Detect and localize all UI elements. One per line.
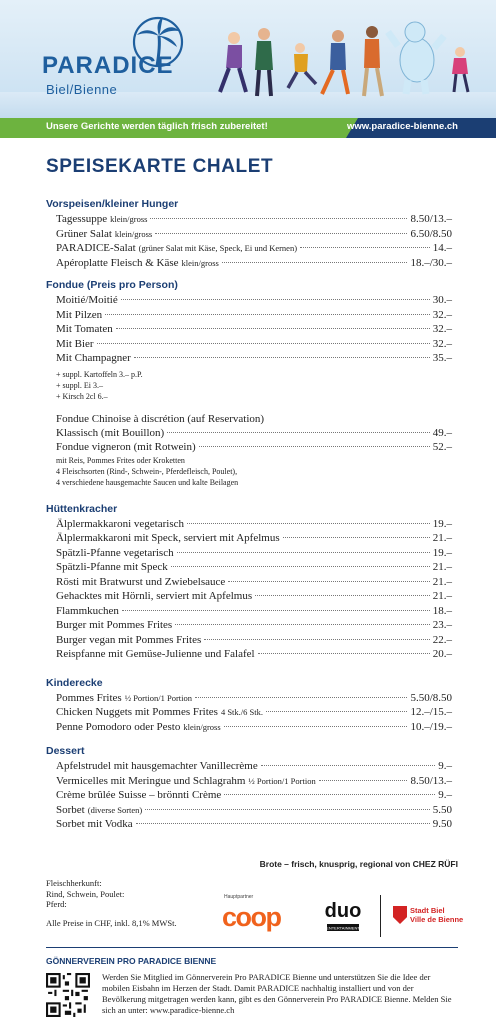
duo-logo-text: duo [325, 900, 361, 922]
goennerverein-text [102, 972, 458, 1016]
supplement-note: + Kirsch 2cl 6.– [56, 391, 108, 401]
item-name: Apfelstrudel mit hausgemachter Vanillecrème [56, 760, 258, 772]
item-price: 22.– [432, 633, 452, 646]
dot-leader [300, 247, 430, 248]
item-name: Burger vegan mit Pommes Frites [56, 633, 202, 646]
biel-line-1: Stadt Biel [410, 906, 445, 915]
dot-leader [261, 765, 436, 766]
item-name: Mit Tomaten [56, 323, 113, 335]
skater-4 [322, 30, 348, 94]
menu-item [46, 351, 452, 366]
prices-note: Alle Preise in CHF, inkl. 8,1% MWSt. [46, 918, 177, 928]
slogan-text: Unsere Gerichte werden täglich frisch zubereitet! [46, 121, 268, 132]
supplement-note: + suppl. Ei 3.– [56, 380, 103, 390]
item-qualifier: klein/gross [183, 721, 221, 732]
goennerverein-cta[interactable]: Melden Sie sich an unter: www.paradice-bienne.ch [102, 994, 452, 1015]
skater-2 [255, 28, 273, 96]
menu-item [46, 440, 452, 455]
menu-item [46, 720, 452, 735]
menu-item [46, 774, 452, 789]
item-qualifier: klein/gross [114, 228, 153, 239]
menu-item [46, 759, 452, 774]
item-price: 9.– [438, 789, 452, 801]
skater-3 [288, 43, 316, 88]
item-price: 32.– [432, 308, 452, 321]
menu-item [46, 633, 452, 648]
item-name: Spätzli-Pfanne mit Speck [56, 561, 168, 573]
dot-leader [175, 624, 430, 625]
skaters-illustration [212, 10, 492, 110]
header [0, 0, 496, 118]
item-name: Klassisch (mit Bouillon) [56, 426, 165, 439]
meat-origin [46, 878, 124, 910]
item-name: Mit Champagner [56, 352, 131, 364]
stadt-biel-logo [393, 906, 463, 930]
item-name: Tagessuppe [56, 213, 108, 225]
dot-leader [136, 823, 430, 824]
website-link[interactable]: www.paradice-bienne.ch [346, 121, 458, 132]
goennerverein-title: GÖNNERVEREIN PRO PARADICE BIENNE [46, 956, 217, 966]
section-title: Kinderecke [46, 676, 103, 689]
menu-item [46, 256, 452, 271]
dot-leader [177, 552, 430, 553]
fondue-description: mit Reis, Pommes Frites oder Kroketten [56, 455, 185, 465]
skater-1 [220, 32, 246, 92]
item-name: Penne Pomodoro oder Pesto [56, 720, 181, 733]
bread-note: Brote – frisch, knusprig, regional von CHEZ RÜFI [259, 859, 458, 869]
dot-leader [199, 446, 430, 447]
item-name: Sorbet mit Vodka [56, 818, 133, 830]
dot-leader [167, 432, 430, 433]
item-name: Reispfanne mit Gemüse-Julienne und Falafel [56, 648, 255, 660]
item-price: 30.– [432, 294, 452, 306]
menu-item [46, 691, 452, 706]
item-price: 21.– [432, 575, 452, 588]
fondue-chinoise-heading: Fondue Chinoise à discrétion (auf Reservation) [56, 412, 265, 425]
item-name: Grüner Salat [56, 227, 112, 240]
item-qualifier: klein/gross [181, 257, 219, 268]
origin-line: Rind, Schwein, Poulet: [46, 888, 125, 899]
item-price: 12.–/15.– [410, 706, 452, 718]
dot-leader [195, 697, 407, 698]
item-name: Moitié/Moitié [56, 294, 118, 306]
item-name: Mit Bier [56, 337, 94, 350]
biel-shield-icon [393, 906, 407, 924]
section-vorspeisen [46, 197, 452, 270]
item-name: Apéroplatte Fleisch & Käse [56, 256, 179, 269]
dot-leader [122, 610, 430, 611]
item-qualifier: ½ Portion/1 Portion [124, 692, 193, 703]
biel-line-2: Ville de Bienne [410, 915, 464, 924]
item-price: 5.50/8.50 [410, 691, 452, 704]
menu-item [46, 589, 452, 604]
item-price: 52.– [432, 441, 452, 453]
dot-leader [222, 262, 408, 263]
item-name: Älplermakkaroni mit Speck, serviert mit Apfelmus [56, 532, 280, 544]
item-price: 32.– [432, 337, 452, 350]
polar-bear-mascot [388, 22, 444, 94]
item-price: 8.50/13.– [410, 774, 452, 787]
duo-entertainment-logo [325, 897, 361, 935]
item-name: Sorbet [56, 803, 85, 816]
paradice-logo[interactable] [42, 16, 192, 96]
section-kinderecke [46, 676, 452, 735]
section-fondue [46, 278, 452, 488]
item-name: Mit Pilzen [56, 308, 103, 321]
menu-item [46, 546, 452, 561]
section-title: Fondue (Preis pro Person) [46, 279, 178, 291]
section-huettenkracher [46, 502, 452, 662]
item-price: 19.– [432, 546, 452, 559]
menu-item [46, 575, 452, 590]
dot-leader [171, 566, 430, 567]
menu-item [46, 322, 452, 337]
coop-logo: coop [222, 902, 281, 932]
item-price: 35.– [432, 352, 452, 364]
partner-label: Hauptpartner [224, 894, 254, 900]
duo-logo-subtext: ENTERTAINMENT [326, 925, 360, 931]
logo-city: Biel/Bienne [46, 82, 118, 97]
item-name: Älplermakkaroni vegetarisch [56, 517, 184, 530]
menu-item [46, 293, 452, 308]
dot-leader [150, 218, 407, 219]
item-price: 9.– [438, 760, 452, 772]
item-name: Vermicelles mit Meringue und Schlagrahm [56, 774, 246, 787]
menu-item [46, 560, 452, 575]
item-name: Chicken Nuggets mit Pommes Frites [56, 706, 218, 718]
item-price: 18.–/30.– [410, 256, 452, 269]
menu-item [46, 531, 452, 546]
menu-item [46, 227, 452, 242]
menu-item [46, 517, 452, 532]
menu-item [46, 803, 452, 818]
section-title: Dessert [46, 745, 85, 757]
footer-divider [46, 947, 458, 948]
item-name: Rösti mit Bratwurst und Zwiebelsauce [56, 575, 226, 588]
menu-item [46, 817, 452, 832]
menu-list [46, 197, 452, 832]
section-title: Hüttenkracher [46, 502, 118, 515]
item-price: 9.50 [432, 818, 452, 830]
dot-leader [121, 299, 430, 300]
page-title: SPEISEKARTE CHALET [46, 156, 274, 177]
slogan-banner [0, 118, 496, 138]
logo-wordmark: PARADICE [42, 52, 174, 79]
item-price: 18.– [432, 604, 452, 617]
section-title: Vorspeisen/kleiner Hunger [46, 198, 179, 210]
dot-leader [134, 357, 430, 358]
goennerverein-body: Werden Sie Mitglied im Gönnerverein Pro PARADICE Bienne und unterstützen Sie die Idee der mobilen Eisbahn im Herzen der Stadt. Damit PARADICE nachhaltig installiert und von der Bevölkerung mitgetragen werden kann, gibt es den Gönnerverein Pro PARADICE Bienne. [102, 972, 431, 1004]
item-price: 32.– [432, 323, 452, 335]
item-name: PARADICE-Salat [56, 242, 136, 254]
menu-item [46, 647, 452, 662]
menu-item [46, 604, 452, 619]
dot-leader [155, 233, 407, 234]
logo-divider [380, 895, 381, 937]
item-price: 21.– [432, 590, 452, 602]
item-price: 23.– [432, 619, 452, 631]
skater-5 [364, 26, 382, 96]
section-dessert [46, 744, 452, 832]
dot-leader [187, 523, 430, 524]
dot-leader [266, 711, 407, 712]
qr-code-icon[interactable] [46, 973, 90, 1017]
item-price: 5.50 [432, 803, 452, 816]
item-price: 10.–/19.– [410, 720, 452, 733]
item-qualifier: ½ Portion/1 Portion [248, 775, 316, 786]
item-price: 49.– [432, 426, 452, 439]
skater-6 [452, 47, 468, 92]
origin-line: Fleischherkunft: [46, 878, 102, 888]
dot-leader [258, 653, 430, 654]
menu-item [46, 308, 452, 323]
dot-leader [283, 537, 430, 538]
menu-item [46, 241, 452, 256]
item-qualifier: 4 Stk./6 Stk. [220, 707, 263, 717]
fondue-description: 4 verschiedene hausgemachte Saucen und kalte Beilagen [56, 477, 239, 487]
fondue-description: 4 Fleischsorten (Rind-, Schwein-, Pferdefleisch, Poulet), [56, 466, 238, 476]
menu-item [46, 705, 452, 720]
menu-item [46, 788, 452, 803]
item-price: 19.– [432, 517, 452, 530]
dot-leader [319, 780, 408, 781]
dot-leader [224, 726, 408, 727]
menu-item [46, 337, 452, 352]
item-price: 8.50/13.– [410, 213, 452, 225]
menu-item [46, 426, 452, 441]
dot-leader [116, 328, 430, 329]
item-name: Gehacktes mit Hörnli, serviert mit Apfelmus [56, 590, 253, 602]
dot-leader [228, 581, 430, 582]
item-price: 21.– [432, 532, 452, 544]
item-name: Fondue vigneron (mit Rotwein) [56, 441, 196, 453]
item-price: 21.– [432, 561, 452, 573]
item-name: Pommes Frites [56, 691, 122, 704]
item-qualifier: (diverse Sorten) [87, 804, 143, 815]
item-qualifier: klein/gross [110, 214, 148, 224]
supplement-note: + suppl. Kartoffeln 3.– p.P. [56, 369, 143, 379]
item-name: Spätzli-Pfanne vegetarisch [56, 546, 174, 559]
dot-leader [255, 595, 430, 596]
item-price: 6.50/8.50 [410, 227, 452, 240]
item-price: 20.– [432, 648, 452, 660]
dot-leader [105, 314, 430, 315]
item-name: Burger mit Pommes Frites [56, 619, 173, 631]
item-name: Crème brûlée Suisse – brönnti Crème [56, 789, 222, 801]
item-price: 14.– [432, 242, 452, 254]
dot-leader [224, 794, 435, 795]
menu-item [46, 618, 452, 633]
item-name: Flammkuchen [56, 604, 119, 617]
dot-leader [204, 639, 430, 640]
menu-item [46, 212, 452, 227]
origin-line: Pferd: [46, 899, 67, 909]
item-qualifier: (grüner Salat mit Käse, Speck, Ei und Kernen) [138, 243, 298, 253]
dot-leader [145, 809, 429, 810]
dot-leader [97, 343, 430, 344]
